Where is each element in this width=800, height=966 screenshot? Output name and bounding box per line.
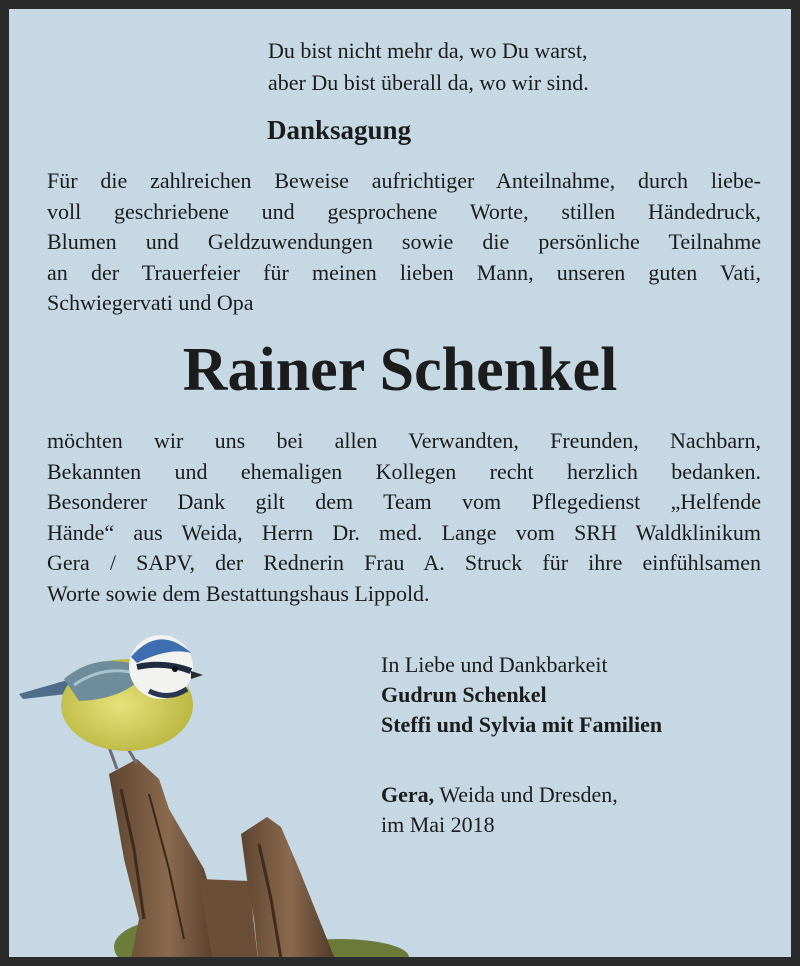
paragraph-line: voll geschriebene und gesprochene Worte, stillen Händedruck, xyxy=(47,198,761,224)
signature-name-2: Steffi und Sylvia mit Familien xyxy=(381,712,663,737)
motto-quote xyxy=(268,35,589,99)
paragraph-line: Blumen und Geldzuwendungen sowie die persönliche Teilnahme xyxy=(47,229,761,254)
thanks-paragraph-1 xyxy=(47,166,761,319)
paragraph-line: Hände“ aus Weida, Herrn Dr. med. Lange vom SRH Waldklinikum xyxy=(47,519,761,545)
blue-tit-bird-icon xyxy=(9,619,429,966)
signature-name-1: Gudrun Schenkel xyxy=(381,682,547,707)
place-cities-rest: Weida und Dresden, xyxy=(434,782,618,807)
motto-line-2: aber Du bist überall da, wo wir sind. xyxy=(268,70,589,95)
paragraph-line: an der Trauerfeier für meinen lieben Mann, unseren guten Vati, xyxy=(47,259,761,285)
place-date: im Mai 2018 xyxy=(381,812,495,837)
signature-block xyxy=(381,650,662,740)
paragraph-line: Worte sowie dem Bestattungshaus Lippold. xyxy=(47,580,430,606)
place-date-block xyxy=(381,780,618,840)
place-city-bold: Gera, xyxy=(381,782,435,807)
thanks-paragraph-2 xyxy=(47,426,761,609)
paragraph-line: Schwiegervati und Opa xyxy=(47,290,254,315)
paragraph-line: Besonderer Dank gilt dem Team vom Pflegedienst „Helfende xyxy=(47,489,761,514)
paragraph-line: möchten wir uns bei allen Verwandten, Freunden, Nachbarn, xyxy=(47,428,761,453)
paragraph-line: Für die zahlreichen Beweise aufrichtiger Anteilnahme, durch liebe- xyxy=(47,168,761,193)
motto-line-1: Du bist nicht mehr da, wo Du warst, xyxy=(268,38,588,63)
place-line xyxy=(381,780,618,810)
heading-danksagung: Danksagung xyxy=(267,115,412,145)
signature-intro: In Liebe und Dankbarkeit xyxy=(381,652,608,677)
paragraph-line: Gera / SAPV, der Rednerin Frau A. Struck für ihre einfühlsamen xyxy=(47,550,761,575)
deceased-name: Rainer Schenkel xyxy=(182,336,618,404)
paragraph-line: Bekannten und ehemaligen Kollegen recht herzlich bedanken. xyxy=(47,458,761,484)
